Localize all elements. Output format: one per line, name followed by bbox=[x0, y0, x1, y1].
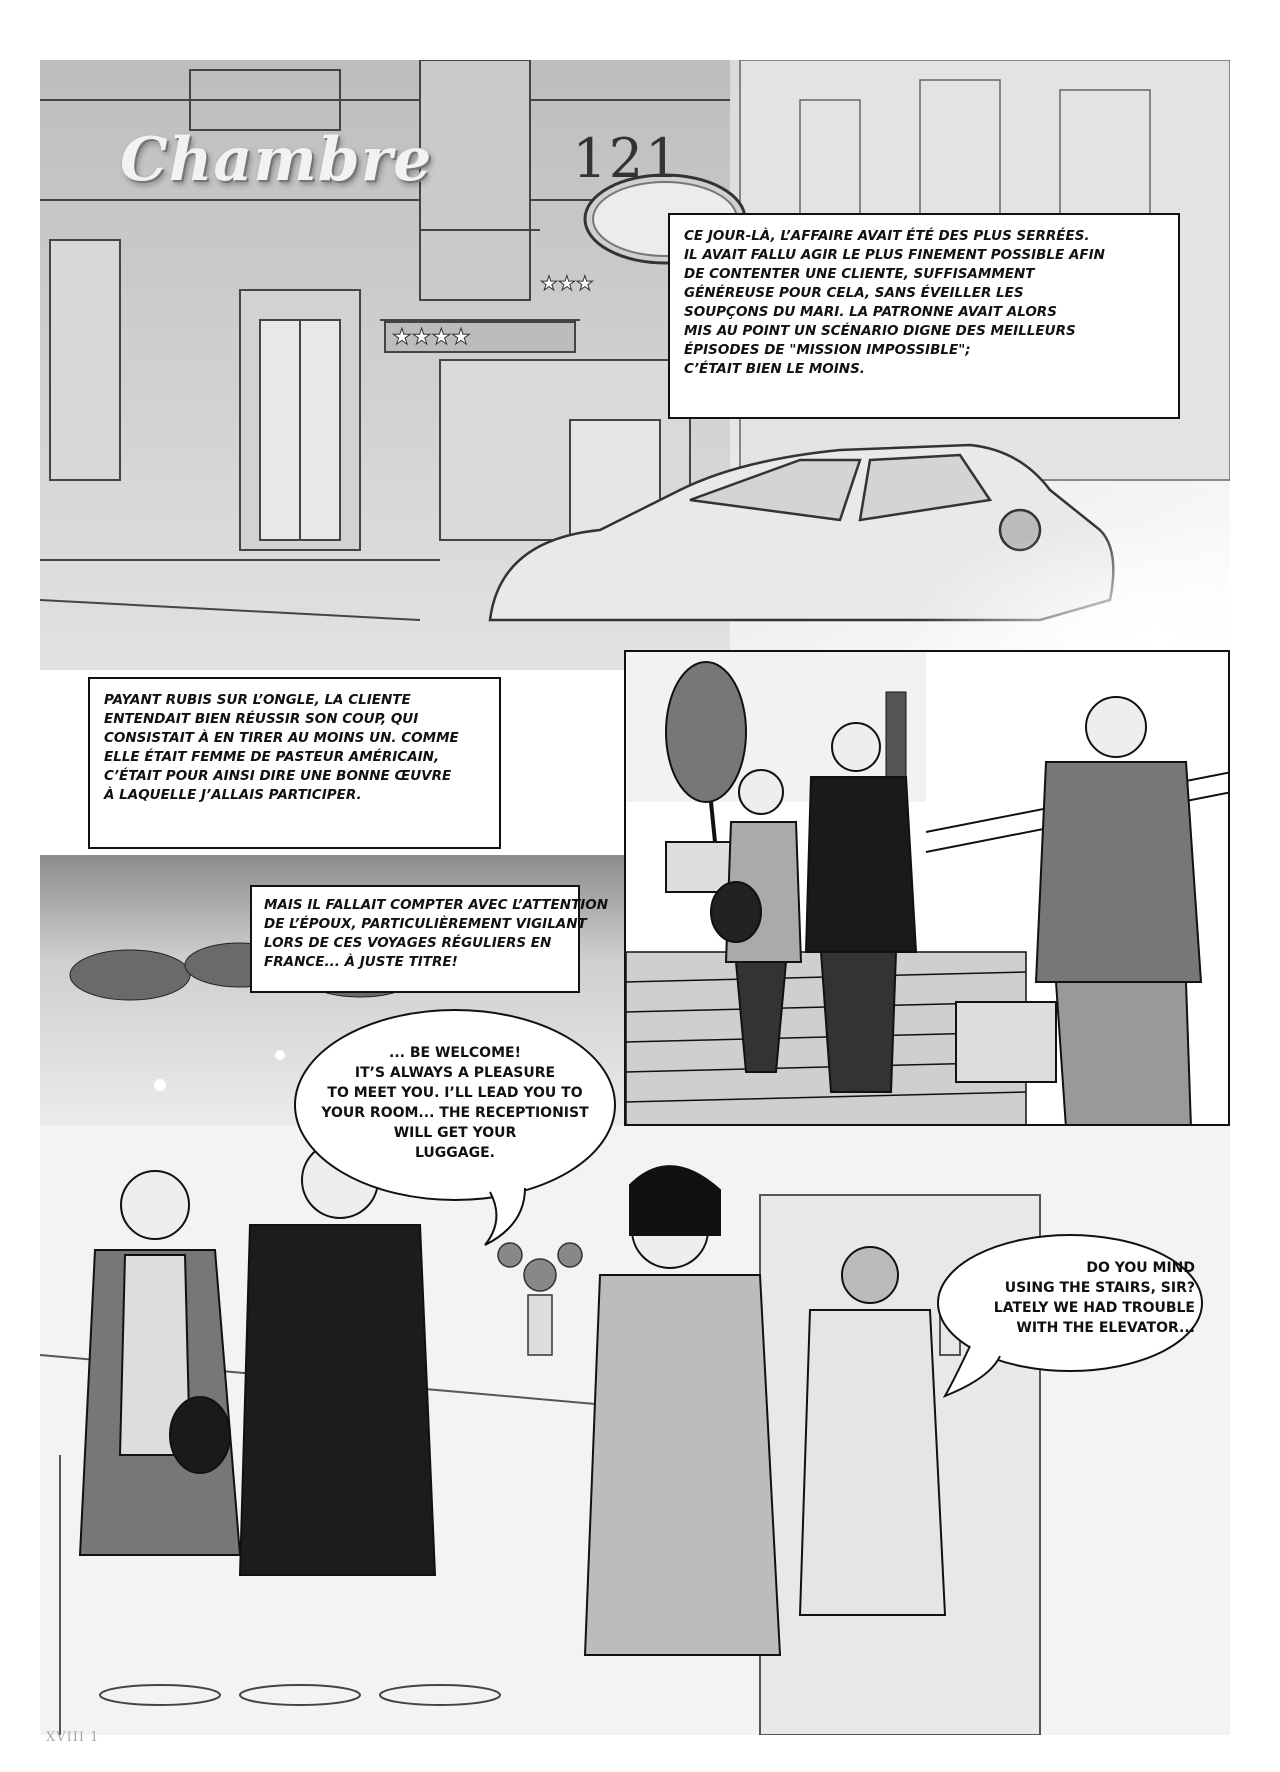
caption-mais bbox=[250, 885, 608, 993]
caption-line: MAIS IL FALLAIT COMPTER AVEC L’ATTENTION bbox=[264, 897, 608, 913]
caption-intro bbox=[668, 213, 1180, 419]
caption-line: IL AVAIT FALLU AGIR LE PLUS FINEMENT POSSIBLE AFIN bbox=[684, 247, 1105, 263]
balloon-line: WILL GET YOUR bbox=[393, 1125, 517, 1141]
balloon-line: YOUR ROOM... THE RECEPTIONIST bbox=[321, 1105, 589, 1121]
caption-line: ENTENDAIT BIEN RÉUSSIR SON COUP, QUI bbox=[104, 711, 419, 727]
svg-text:★★★: ★★★ bbox=[540, 271, 594, 295]
caption-line: CONSISTAIT À EN TIRER AU MOINS UN. COMME bbox=[104, 730, 459, 746]
caption-line: ELLE ÉTAIT FEMME DE PASTEUR AMÉRICAIN, bbox=[104, 749, 440, 765]
balloon-line: WITH THE ELEVATOR... bbox=[1016, 1320, 1195, 1336]
balloon-text-welcome bbox=[300, 1043, 610, 1163]
room-number: 121 bbox=[572, 127, 682, 190]
caption-line: FRANCE... À JUSTE TITRE! bbox=[264, 954, 458, 970]
caption-line: GÉNÉREUSE POUR CELA, SANS ÉVEILLER LES bbox=[684, 285, 1024, 301]
balloon-line: TO MEET YOU. I’LL LEAD YOU TO bbox=[327, 1085, 583, 1101]
caption-line: C’ÉTAIT BIEN LE MOINS. bbox=[684, 361, 865, 377]
caption-line: CE JOUR-LÀ, L’AFFAIRE AVAIT ÉTÉ DES PLUS SERRÉES. bbox=[684, 228, 1090, 244]
balloon-text-stairs bbox=[945, 1258, 1195, 1338]
caption-line: DE L’ÉPOUX, PARTICULIÈREMENT VIGILANT bbox=[264, 916, 587, 932]
svg-text:★★★★: ★★★★ bbox=[392, 325, 471, 350]
caption-line: DE CONTENTER UNE CLIENTE, SUFFISAMMENT bbox=[684, 266, 1035, 282]
caption-payant bbox=[88, 677, 501, 849]
balloon-line: LATELY WE HAD TROUBLE bbox=[993, 1300, 1195, 1316]
caption-line: PAYANT RUBIS SUR L’ONGLE, LA CLIENTE bbox=[104, 692, 411, 708]
balloon-line: ... BE WELCOME! bbox=[389, 1045, 521, 1061]
balloon-line: USING THE STAIRS, SIR? bbox=[1004, 1280, 1195, 1296]
page-title: Chambre bbox=[120, 125, 433, 195]
page-folio: XVIII 1 bbox=[46, 1730, 100, 1745]
balloon-line: IT’S ALWAYS A PLEASURE bbox=[354, 1065, 556, 1081]
balloon-line: DO YOU MIND bbox=[1086, 1260, 1195, 1276]
caption-line: LORS DE CES VOYAGES RÉGULIERS EN bbox=[264, 935, 552, 951]
caption-line: ÉPISODES DE "MISSION IMPOSSIBLE"; bbox=[684, 342, 971, 358]
caption-line: C’ÉTAIT POUR AINSI DIRE UNE BONNE ŒUVRE bbox=[104, 768, 452, 784]
balloon-line: LUGGAGE. bbox=[415, 1145, 495, 1161]
caption-line: MIS AU POINT UN SCÉNARIO DIGNE DES MEILLEURS bbox=[684, 323, 1076, 339]
caption-line: À LAQUELLE J’ALLAIS PARTICIPER. bbox=[104, 787, 362, 803]
caption-line: SOUPÇONS DU MARI. LA PATRONNE AVAIT ALORS bbox=[684, 304, 1057, 320]
